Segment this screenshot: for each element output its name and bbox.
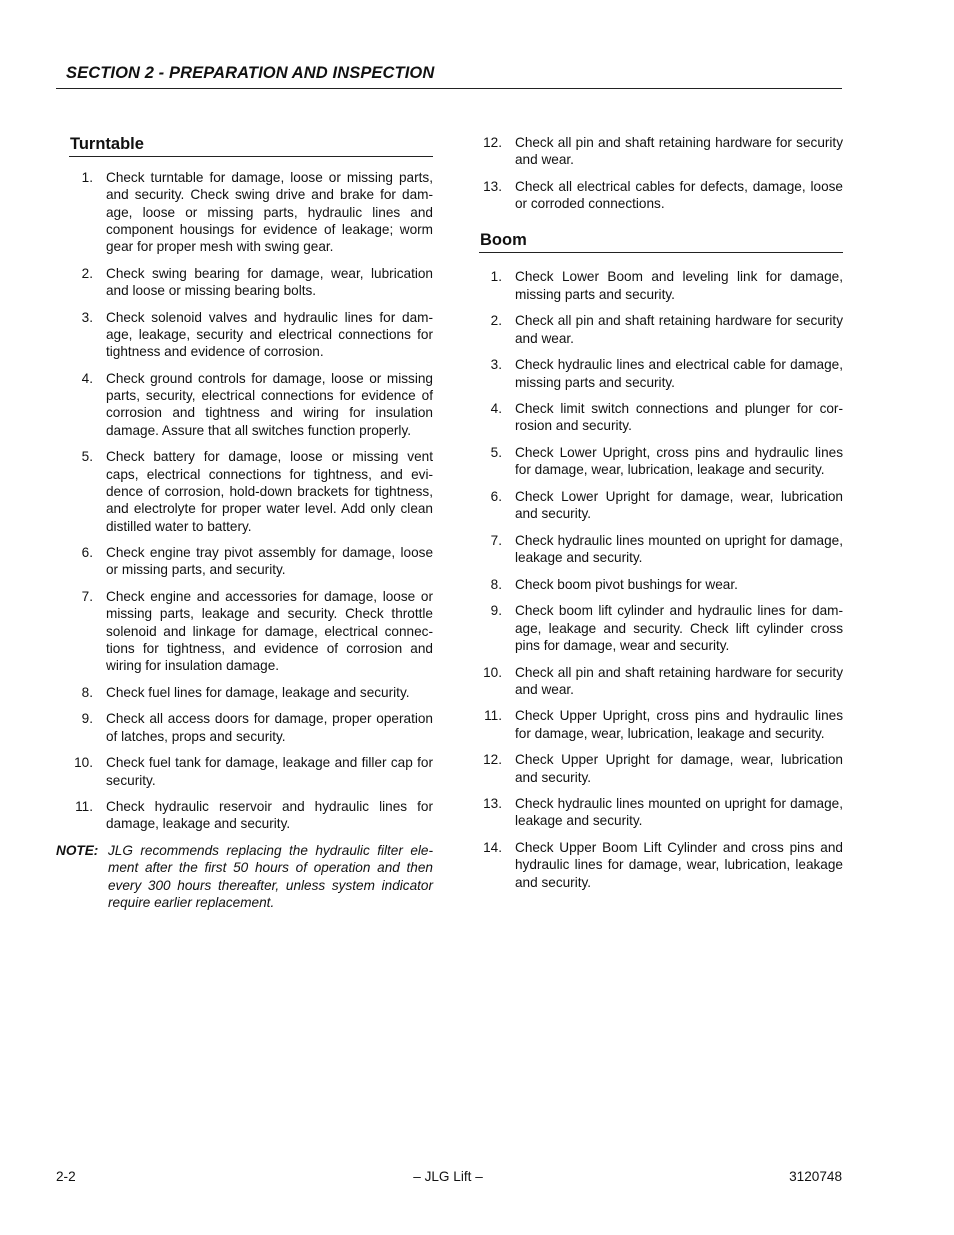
item-number: 1. <box>490 269 502 285</box>
item-text: Check Upper Upright for damage, wear, lubrication and security. <box>515 752 843 785</box>
list-item <box>479 134 843 169</box>
item-text: Check all pin and shaft retaining hardware for security and wear. <box>515 664 843 697</box>
item-number: 3. <box>81 309 93 325</box>
item-text: Check Upper Boom Lift Cylinder and cross pins and hydraulic lines for damage, wear, lubrication, leakage and security. <box>515 840 843 890</box>
item-text: Check Lower Upright for damage, wear, lubrication and security. <box>515 488 843 522</box>
list-item <box>479 356 843 391</box>
item-text: Check turntable for damage, loose or missing parts, and security. Check swing drive and brake for damage, loose or missing parts, hydraulic lines and component housings for evidence of leakage; worm gear for proper mesh with swing gear. <box>106 170 433 255</box>
list-item <box>56 544 433 579</box>
right-column <box>479 132 843 900</box>
item-number: 8. <box>81 684 93 700</box>
item-text: Check hydraulic reservoir and hydraulic lines for damage, leakage and security. <box>106 799 433 832</box>
item-number: 7. <box>81 589 93 605</box>
item-text: Check hydraulic lines mounted on upright for damage, leakage and security. <box>515 532 843 566</box>
item-text: Check engine tray pivot assembly for damage, loose or missing parts, and security. <box>106 545 433 578</box>
item-number: 6. <box>81 545 93 561</box>
list-item <box>479 488 843 523</box>
boom-list <box>479 268 843 890</box>
list-item <box>479 602 843 654</box>
header-divider <box>56 88 842 89</box>
note-label: NOTE: <box>56 843 99 859</box>
item-number: 5. <box>81 449 93 465</box>
list-item <box>479 268 843 303</box>
section-title: SECTION 2 - PREPARATION AND INSPECTION <box>66 64 435 82</box>
item-number: 5. <box>490 445 502 461</box>
list-item <box>479 532 843 567</box>
item-text: Check Upper Upright, cross pins and hydraulic lines for damage, wear, lubrication, leakage and security. <box>515 708 843 741</box>
list-item <box>56 265 433 300</box>
item-number: 4. <box>490 401 502 417</box>
item-text: Check all access doors for damage, proper operation of latches, props and security. <box>106 711 433 744</box>
item-text: Check ground controls for damage, loose or missing parts, security, electrical connections for evidence of corrosion and tightness and wiring for insulation damage. Assure that all switches function properly. <box>106 370 433 438</box>
item-number: 4. <box>81 370 93 386</box>
list-item <box>479 707 843 742</box>
item-text: Check swing bearing for damage, wear, lubrication and loose or missing bearing bolts. <box>106 265 433 299</box>
item-text: Check hydraulic lines mounted on upright for damage, leakage and security. <box>515 796 843 829</box>
item-number: 10. <box>483 664 502 680</box>
list-item <box>479 795 843 830</box>
document-number: 3120748 <box>789 1169 842 1184</box>
item-number: 1. <box>81 170 93 185</box>
footer-brand: – JLG Lift – <box>413 1169 483 1184</box>
list-item <box>479 400 843 435</box>
list-item <box>479 178 843 213</box>
list-item <box>479 751 843 786</box>
list-item <box>56 588 433 674</box>
list-item <box>56 710 433 745</box>
item-number: 13. <box>483 178 502 194</box>
list-item <box>479 839 843 891</box>
item-number: 13. <box>483 796 502 812</box>
item-number: 9. <box>81 711 93 727</box>
turntable-list-continued <box>479 134 843 212</box>
boom-heading: Boom <box>479 228 843 253</box>
item-text: Check fuel lines for damage, leakage and security. <box>106 684 410 700</box>
list-item <box>479 444 843 479</box>
item-number: 9. <box>490 603 502 619</box>
list-item <box>56 684 433 701</box>
item-number: 2. <box>81 265 93 281</box>
note-text: JLG recommends replacing the hydraulic filter element after the first 50 hours of operation and then every 300 hours thereafter, unless system indicator require earlier replacement. <box>108 843 433 910</box>
item-number: 12. <box>483 752 502 768</box>
list-item <box>56 754 433 789</box>
item-number: 3. <box>490 357 502 373</box>
item-number: 6. <box>490 488 502 504</box>
list-item <box>56 370 433 439</box>
left-column <box>56 132 433 911</box>
list-item <box>479 576 843 593</box>
item-text: Check boom pivot bushings for wear. <box>515 576 738 592</box>
list-item <box>56 448 433 534</box>
item-text: Check boom lift cylinder and hydraulic lines for damage, leakage and security. Check lift cylinder cross pins for damage, wear and security. <box>515 603 843 653</box>
list-item <box>56 309 433 361</box>
item-text: Check solenoid valves and hydraulic lines for damage, leakage, security and electrical connections for tightness and evidence of corrosion. <box>106 309 433 360</box>
item-text: Check fuel tank for damage, leakage and filler cap for security. <box>106 755 433 788</box>
turntable-list <box>56 169 433 833</box>
item-number: 8. <box>490 576 502 592</box>
item-text: Check Lower Boom and leveling link for damage, missing parts and security. <box>515 269 843 302</box>
item-text: Check Lower Upright, cross pins and hydraulic lines for damage, wear, lubrication, leakage and security. <box>515 445 843 478</box>
item-text: Check limit switch connections and plunger for corrosion and security. <box>515 401 843 434</box>
item-number: 2. <box>490 313 502 329</box>
item-number: 11. <box>484 708 502 724</box>
item-text: Check battery for damage, loose or missing vent caps, electrical connections for tightness, and evidence of corrosion, hold-down brackets for tightness, and electrolyte for proper water level. Add only clean distilled water to battery. <box>106 449 433 534</box>
item-text: Check all pin and shaft retaining hardware for security and wear. <box>515 313 843 346</box>
item-number: 14. <box>483 840 502 856</box>
item-number: 10. <box>74 755 93 771</box>
list-item <box>479 664 843 699</box>
item-text: Check all pin and shaft retaining hardware for security and wear. <box>515 135 843 168</box>
note-block <box>56 842 433 911</box>
item-number: 7. <box>490 532 502 548</box>
list-item <box>56 798 433 833</box>
item-number: 11. <box>75 799 93 815</box>
item-text: Check all electrical cables for defects, damage, loose or corroded connections. <box>515 178 843 212</box>
item-number: 12. <box>483 135 502 150</box>
list-item <box>479 312 843 347</box>
item-text: Check engine and accessories for damage, loose or missing parts, leakage and security. Check throttle solenoid and linkage for damage, electrical connections for tightness, and evidence of corrosion and wiring for insulation damage. <box>106 589 433 674</box>
turntable-heading: Turntable <box>69 132 433 157</box>
item-text: Check hydraulic lines and electrical cable for damage, missing parts and security. <box>515 357 843 390</box>
list-item <box>56 169 433 255</box>
page-number: 2-2 <box>56 1169 76 1184</box>
